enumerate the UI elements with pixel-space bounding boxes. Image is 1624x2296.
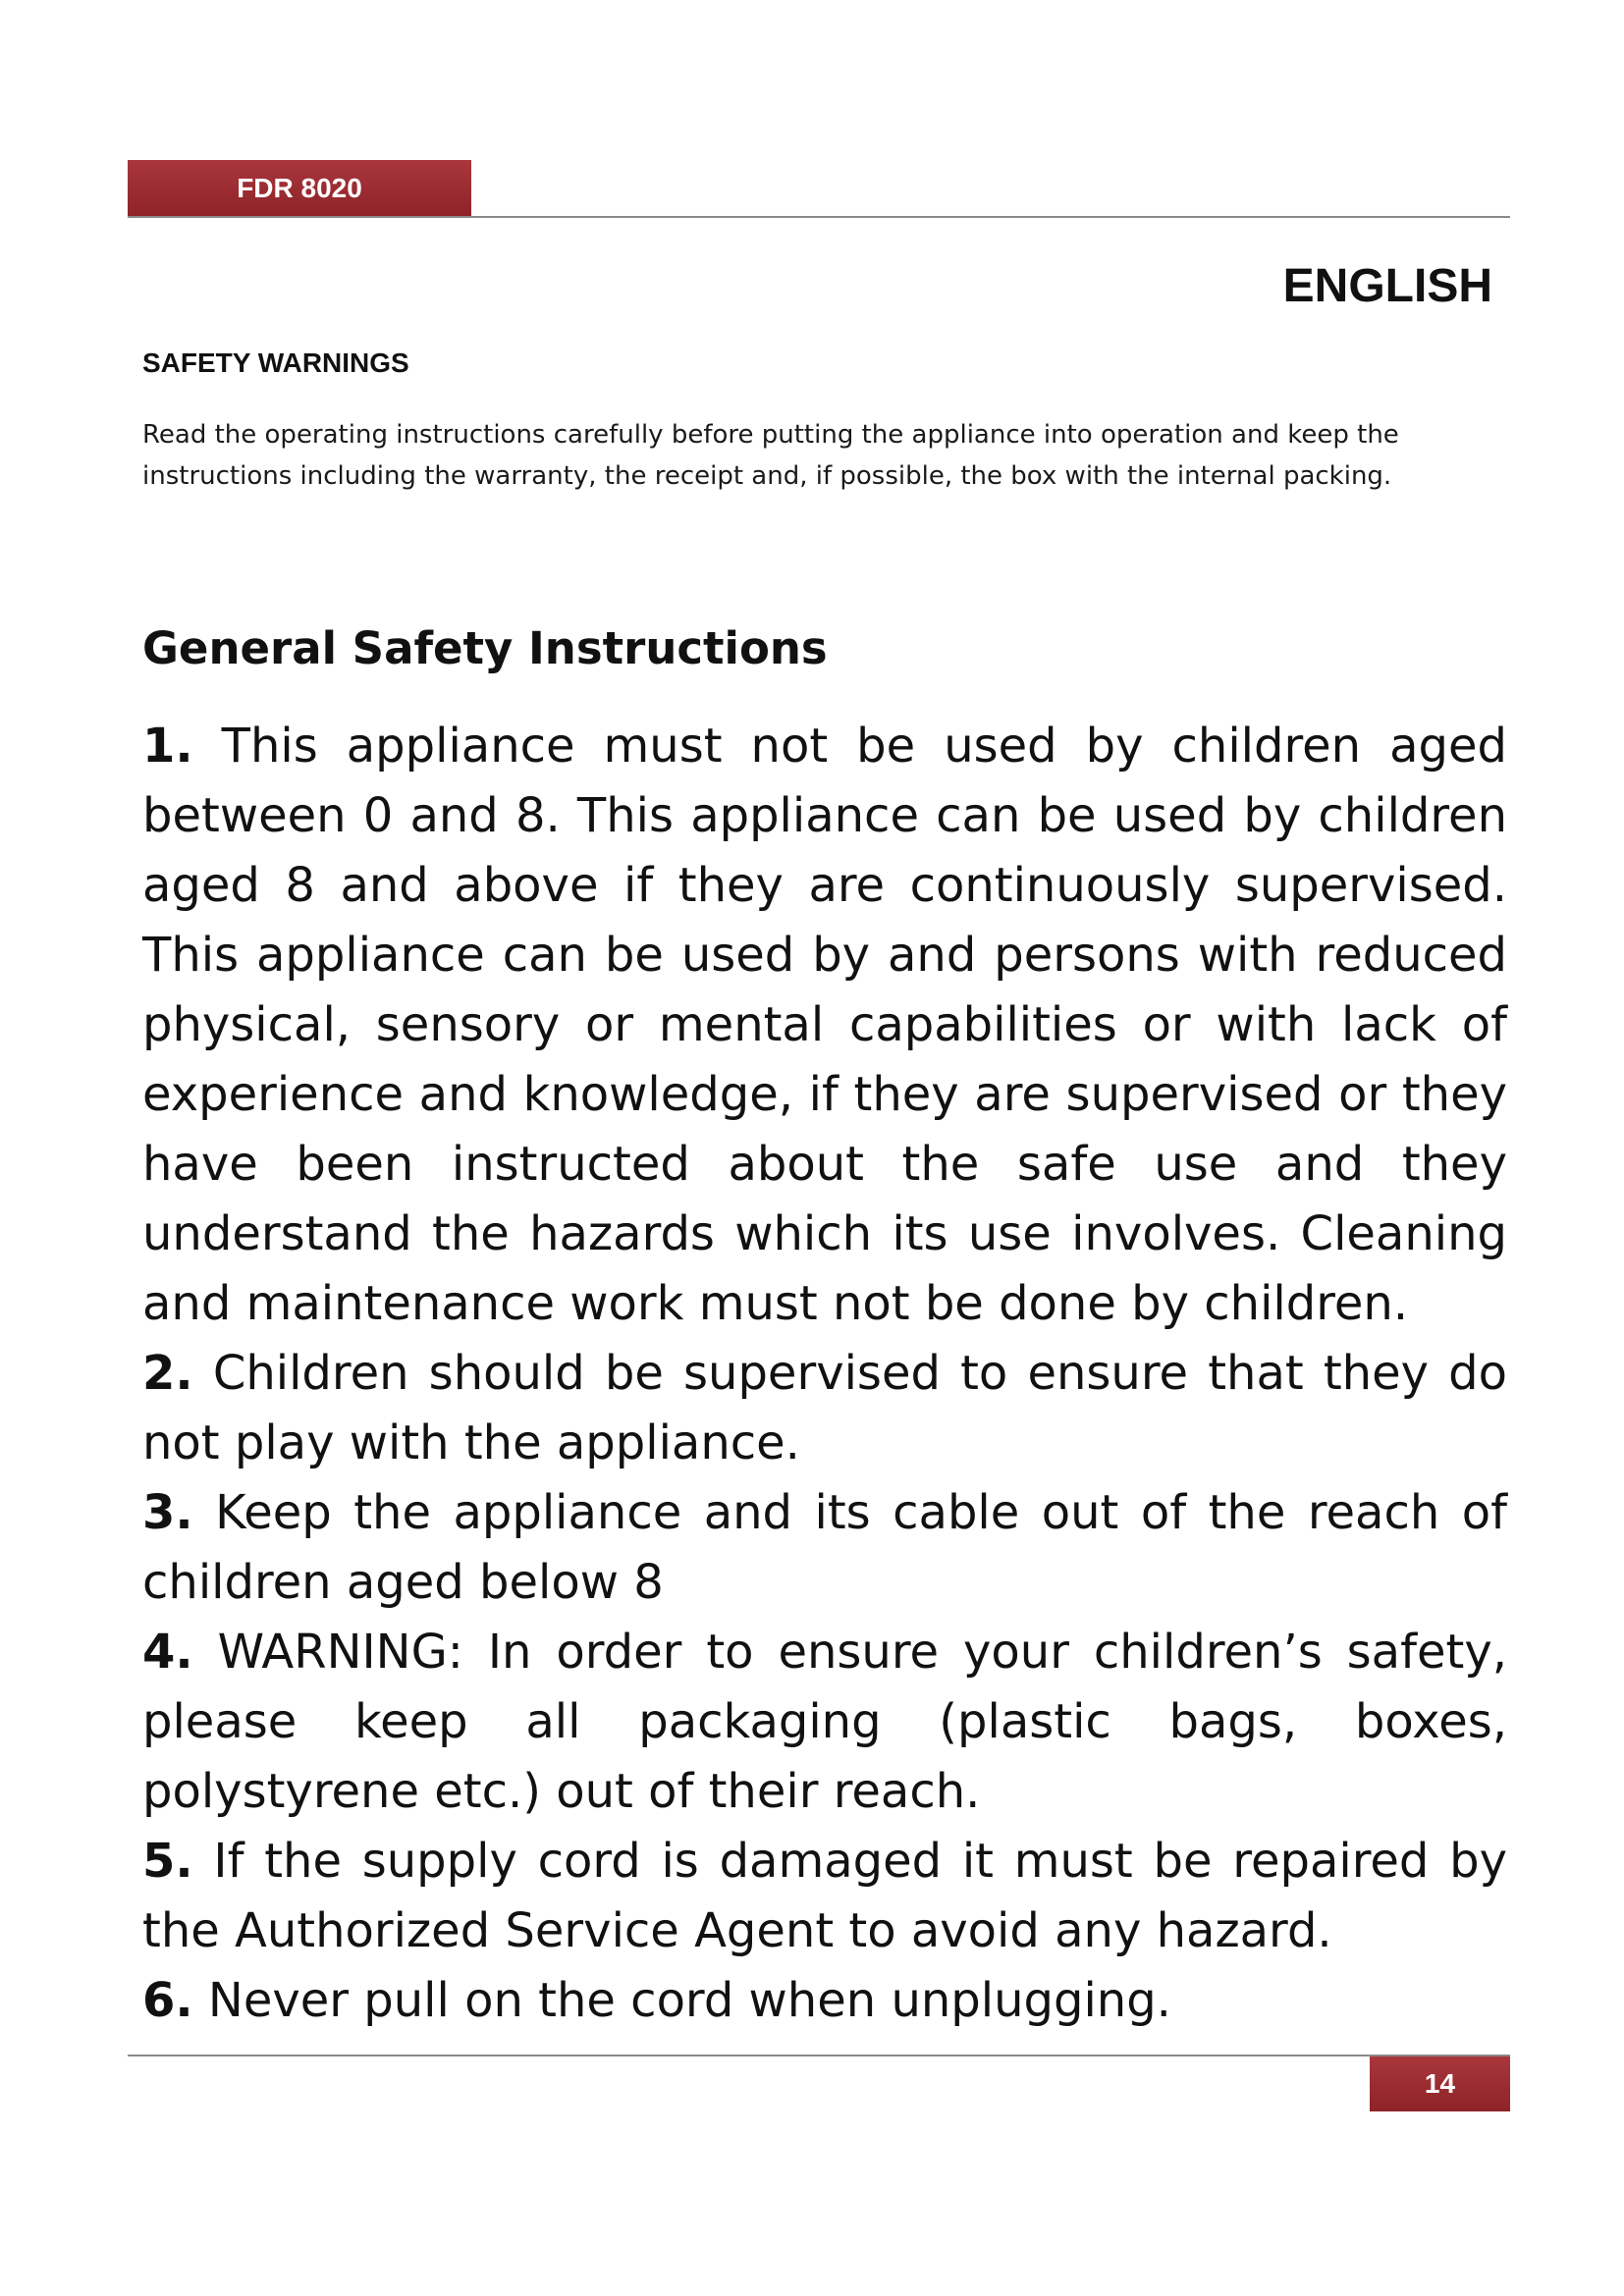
safety-instructions-list [142, 712, 1507, 2036]
instruction-text: Never pull on the cord when unplugging. [207, 1973, 1171, 2028]
instruction-item [142, 1618, 1507, 1827]
instruction-text: If the supply cord is damaged it must be repaired by the Authorized Service Agent to avoid any hazard. [142, 1834, 1507, 1958]
instruction-item [142, 712, 1507, 1339]
intro-paragraph: Read the operating instructions carefully before putting the appliance into operation and keep the instructions including the warranty, the receipt and, if possible, the box with the internal packing. [142, 420, 1399, 491]
instruction-number: 5. [142, 1834, 193, 1889]
safety-warnings-heading: SAFETY WARNINGS [142, 347, 409, 378]
instruction-number: 3. [142, 1485, 193, 1540]
instruction-item [142, 1339, 1507, 1478]
instruction-number: 1. [142, 719, 193, 774]
instruction-text: This appliance must not be used by children aged between 0 and 8. This appliance can be used by children aged 8 and above if they are continuously supervised. This appliance can be used by and persons with reduced physical, sensory or mental capabilities or with lack of experience and knowledge, if they are supervised or they have been instructed about the safe use and they understand the hazards which its use involves. Cleaning and maintenance work must not be done by children. [142, 719, 1507, 1331]
instruction-number: 2. [142, 1346, 193, 1401]
instruction-text: WARNING: In order to ensure your children’s safety, please keep all packaging (plastic bags, boxes, polystyrene etc.) out of their reach. [142, 1625, 1507, 1819]
instruction-text: Keep the appliance and its cable out of the reach of children aged below 8 [142, 1485, 1507, 1610]
instruction-text: Children should be supervised to ensure that they do not play with the appliance. [142, 1346, 1508, 1470]
general-safety-title: General Safety Instructions [142, 622, 828, 674]
instruction-item [142, 1966, 1507, 2036]
instruction-number: 6. [142, 1973, 193, 2028]
language-heading: ENGLISH [1282, 260, 1492, 312]
instruction-number: 4. [142, 1625, 193, 1680]
instruction-item [142, 1827, 1507, 1966]
header-divider [128, 216, 1510, 218]
model-label: FDR 8020 [128, 160, 471, 216]
page-number: 14 [1370, 2056, 1510, 2111]
instruction-item [142, 1478, 1507, 1618]
footer-divider [128, 2055, 1510, 2056]
